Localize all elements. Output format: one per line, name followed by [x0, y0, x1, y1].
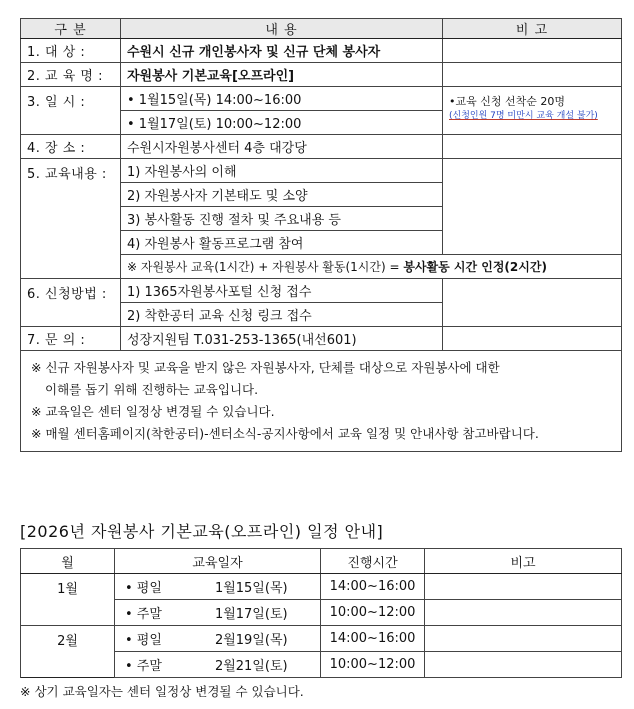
content-item: 3) 봉사활동 진행 절차 및 주요내용 등 — [121, 207, 443, 231]
edu-time: 10:00~12:00 — [321, 652, 425, 678]
edu-remark — [425, 574, 622, 600]
header-time: 진행시간 — [321, 549, 425, 574]
note-line: ※ 신규 자원봉사자 및 교육을 받지 않은 자원봉사자, 단체를 대상으로 자원봉사에 대한 — [31, 360, 500, 375]
label-place: 4. 장 소 : — [21, 135, 121, 159]
edu-remark — [425, 626, 622, 652]
remark-place — [443, 135, 622, 159]
recognition-hours: 봉사활동 시간 인정(2시간) — [403, 260, 547, 274]
header-month: 월 — [21, 549, 115, 574]
day-type: • 평일 — [115, 574, 183, 600]
date-note-minimum: (신청인원 7명 미만시 교육 개설 불가) — [449, 111, 598, 121]
label-contact: 7. 문 의 : — [21, 327, 121, 351]
recognition-note — [121, 255, 622, 279]
label-course: 2. 교 육 명 : — [21, 63, 121, 87]
edu-remark — [425, 652, 622, 678]
content-item: 1) 자원봉사의 이해 — [121, 159, 443, 183]
edu-date: 1월17일(토) — [183, 600, 321, 626]
schedule-table — [20, 548, 622, 678]
month-cell: 2월 — [21, 626, 115, 678]
row-apply-1 — [21, 279, 622, 303]
table-row — [21, 574, 622, 600]
header-remarks: 비 고 — [443, 19, 622, 39]
content-item: 2) 자원봉사자 기본태도 및 소양 — [121, 183, 443, 207]
row-target — [21, 39, 622, 63]
month-cell: 1월 — [21, 574, 115, 626]
row-date-1 — [21, 87, 622, 111]
edu-date: 2월19일(목) — [183, 626, 321, 652]
remark-date — [443, 87, 622, 135]
row-contact — [21, 327, 622, 351]
label-apply: 6. 신청방법 : — [21, 279, 121, 327]
remark-apply — [443, 279, 622, 327]
edu-date: 2월21일(토) — [183, 652, 321, 678]
header-date: 교육일자 — [115, 549, 321, 574]
value-date-2: • 1월17일(토) 10:00~12:00 — [121, 111, 443, 135]
header-category: 구 분 — [21, 19, 121, 39]
value-contact: 성장지원팀 T.031-253-1365(내선601) — [121, 327, 443, 351]
edu-time: 14:00~16:00 — [321, 626, 425, 652]
remark-contact — [443, 327, 622, 351]
header-content: 내 용 — [121, 19, 443, 39]
date-note-capacity: •교육 신청 선착순 20명 — [449, 95, 565, 108]
content-item: 4) 자원봉사 활동프로그램 참여 — [121, 231, 443, 255]
schedule-title: [2026년 자원봉사 기본교육(오프라인) 일정 안내] — [20, 522, 384, 541]
row-content-1 — [21, 159, 622, 183]
note-line: 이해를 돕기 위해 진행하는 교육입니다. — [45, 382, 259, 397]
label-date: 3. 일 시 : — [21, 87, 121, 135]
note-line: ※ 교육일은 센터 일정상 변경될 수 있습니다. — [31, 404, 275, 419]
recognition-prefix: ※ 자원봉사 교육(1시간) + 자원봉사 활동(1시간) = — [127, 260, 404, 274]
label-target: 1. 대 상 : — [21, 39, 121, 63]
schedule-footnote: ※ 상기 교육일자는 센터 일정상 변경될 수 있습니다. — [20, 684, 304, 699]
table-row — [21, 626, 622, 652]
info-header-row — [21, 19, 622, 39]
value-place: 수원시자원봉사센터 4층 대강당 — [121, 135, 443, 159]
notes-box — [21, 351, 622, 452]
edu-remark — [425, 600, 622, 626]
day-type: • 주말 — [115, 600, 183, 626]
edu-time: 14:00~16:00 — [321, 574, 425, 600]
schedule-header-row — [21, 549, 622, 574]
header-remarks: 비고 — [425, 549, 622, 574]
value-target: 수원시 신규 개인봉사자 및 신규 단체 봉사자 — [121, 39, 443, 63]
day-type: • 평일 — [115, 626, 183, 652]
row-course — [21, 63, 622, 87]
label-content: 5. 교육내용 : — [21, 159, 121, 279]
value-date-1: • 1월15일(목) 14:00~16:00 — [121, 87, 443, 111]
edu-date: 1월15일(목) — [183, 574, 321, 600]
remark-target — [443, 39, 622, 63]
day-type: • 주말 — [115, 652, 183, 678]
note-line: ※ 매월 센터홈페이지(착한공터)-센터소식-공지사항에서 교육 일정 및 안내사항 참고바랍니다. — [31, 426, 539, 441]
remark-content — [443, 159, 622, 255]
info-table — [20, 18, 622, 452]
remark-course — [443, 63, 622, 87]
apply-item: 2) 착한공터 교육 신청 링크 접수 — [121, 303, 443, 327]
row-place — [21, 135, 622, 159]
apply-item: 1) 1365자원봉사포털 신청 접수 — [121, 279, 443, 303]
edu-time: 10:00~12:00 — [321, 600, 425, 626]
value-course: 자원봉사 기본교육[오프라인] — [121, 63, 443, 87]
row-notes — [21, 351, 622, 452]
